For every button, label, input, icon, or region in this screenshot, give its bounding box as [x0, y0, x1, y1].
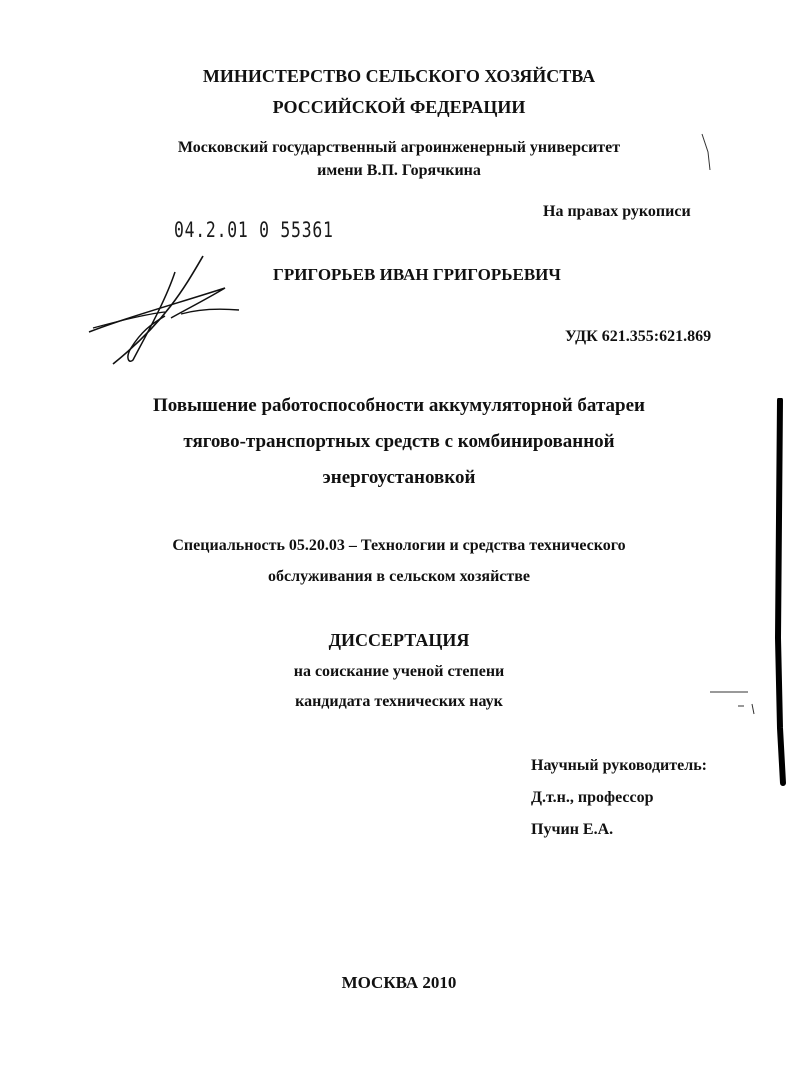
- ministry-line-1: МИНИСТЕРСТВО СЕЛЬСКОГО ХОЗЯЙСТВА: [202, 66, 596, 86]
- university-line-2: имени В.П. Горячкина: [317, 162, 481, 179]
- registration-stamp: 04.2.01 0 55361: [174, 218, 334, 242]
- footer-city-year: МОСКВА 2010: [341, 973, 457, 992]
- signature-icon: [85, 252, 245, 367]
- supervisor-label: Научный руководитель:: [531, 757, 707, 774]
- scan-mark-icon: [700, 132, 714, 172]
- work-type-label: ДИССЕРТАЦИЯ: [328, 630, 470, 650]
- scan-mark-icon: [708, 686, 768, 716]
- rights-note: На правах рукописи: [543, 203, 691, 220]
- author-name: ГРИГОРЬЕВ ИВАН ГРИГОРЬЕВИЧ: [273, 265, 561, 284]
- title-line-3: энергоустановкой: [322, 467, 476, 488]
- university-line-1: Московский государственный агроинженерный университет: [177, 139, 621, 156]
- title-line-2: тягово-транспортных средств с комбинированной: [183, 431, 615, 452]
- supervisor-degree: Д.т.н., профессор: [531, 789, 654, 806]
- ministry-line-2: РОССИЙСКОЙ ФЕДЕРАЦИИ: [272, 97, 526, 117]
- specialty-line-2: обслуживания в сельском хозяйстве: [268, 568, 530, 585]
- supervisor-name: Пучин Е.А.: [531, 821, 614, 838]
- title-line-1: Повышение работоспособности аккумуляторной батареи: [153, 395, 645, 416]
- specialty-line-1: Специальность 05.20.03 – Технологии и средства технического: [172, 537, 626, 554]
- udc-code: УДК 621.355:621.869: [565, 328, 712, 345]
- scan-margin-bar: [770, 398, 790, 788]
- work-type-line-2: кандидата технических наук: [295, 693, 503, 710]
- work-type-line-1: на соискание ученой степени: [293, 663, 505, 680]
